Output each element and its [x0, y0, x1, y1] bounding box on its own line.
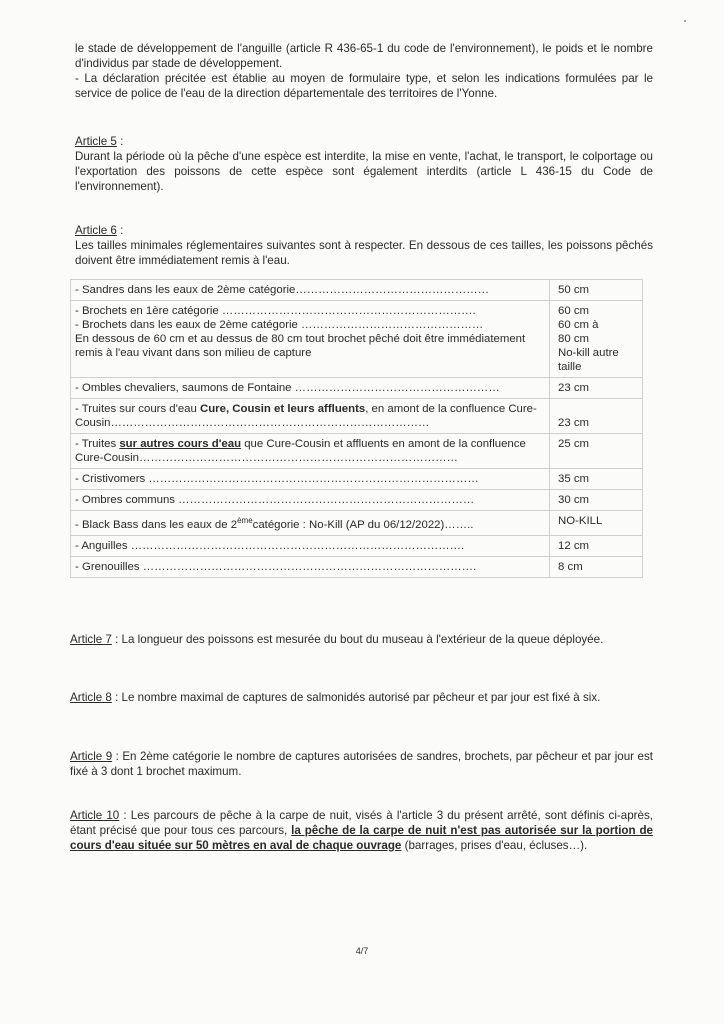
article-5-heading: Article 5 — [75, 135, 117, 148]
intro-line-2: - La déclaration précitée est établie au moyen de formulaire type, et selon les indications formulées par le service de police de l'eau de la direction départementale des territoires de l'Yonne. — [75, 72, 653, 100]
row-blackbass-desc — [71, 511, 550, 536]
article-10-end: (barrages, prises d'eau, écluses…). — [401, 839, 588, 852]
article-9 — [70, 749, 653, 779]
intro-text — [75, 41, 653, 101]
table-row — [71, 378, 643, 399]
article-9-text: : En 2ème catégorie le nombre de captures autorisées de sandres, brochets, par pêcheur et par jour est fixé à 3 dont 1 brochet maximum. — [70, 750, 653, 778]
article-7-text: : La longueur des poissons est mesurée du bout du museau à l'extérieur de la queue déployée. — [111, 633, 604, 646]
truites-cure-pre: - Truites sur cours d'eau — [75, 403, 200, 415]
row-sandres-desc: - Sandres dans les eaux de 2ème catégorie…………………………………………… — [71, 280, 550, 301]
article-5 — [75, 134, 653, 194]
truites-cure-post: , en amont de la confluence Cure-Cousin………………………………………………………………………… — [75, 403, 537, 429]
article-6-heading: Article 6 — [75, 224, 117, 237]
article-5-colon: : — [116, 135, 124, 148]
article-8 — [70, 690, 653, 705]
article-9-heading: Article 9 — [70, 750, 113, 763]
blackbass-post: catégorie : No-Kill (AP du 06/12/2022)…….. — [252, 519, 474, 531]
row-cristivomers-size: 35 cm — [550, 469, 643, 490]
table-row — [71, 399, 643, 434]
truites-autres-pre: - Truites — [75, 438, 120, 450]
article-10-heading: Article 10 — [70, 809, 120, 822]
row-ombles-size: 23 cm — [550, 378, 643, 399]
brochets-line-1: - Brochets en 1ère catégorie …………………………………………………………. — [75, 305, 476, 317]
row-blackbass-size: NO-KILL — [550, 511, 643, 536]
brochets-size-4: No-kill autre taille — [558, 347, 619, 373]
row-grenouilles-size: 8 cm — [550, 557, 643, 578]
row-sandres-size: 50 cm — [550, 280, 643, 301]
truites-cure-size-value: 23 cm — [558, 417, 590, 429]
brochets-size-1: 60 cm — [558, 305, 590, 317]
brochets-size-3: 80 cm — [558, 333, 590, 345]
article-10-bold-text: la pêche de la carpe de nuit n'est pas autorisée sur la portion de cours d'eau située sur 50 mètres en aval de chaque ouvrage — [70, 824, 654, 852]
truites-autres-bold: sur autres cours d'eau — [119, 438, 242, 450]
page-number: 4/7 — [355, 946, 369, 956]
row-truites-cure-desc — [71, 399, 550, 434]
row-truites-autres-size: 25 cm — [550, 434, 643, 469]
row-truites-cure-size — [550, 399, 643, 434]
scan-speck — [684, 20, 686, 22]
row-brochets-size — [550, 301, 643, 378]
intro-line-1: le stade de développement de l'anguille (article R 436-65-1 du code de l'environnement), le poids et le nombre d'individus par stade de développement. — [75, 42, 653, 70]
table-row — [71, 511, 643, 536]
minimum-sizes-table — [70, 279, 643, 578]
article-10-text: : Les parcours de pêche à la carpe de nuit, visés à l'article 3 du présent arrêté, sont définis ci-après, étant précisé que pour tous ces parcours, — [70, 809, 653, 837]
article-10 — [70, 808, 653, 853]
article-7 — [70, 632, 653, 647]
truites-autres-post: que Cure-Cousin et affluents en amont de la confluence Cure-Cousin………………………………………………………………………… — [75, 438, 526, 464]
blackbass-sup: ème — [237, 516, 253, 526]
article-8-heading: Article 8 — [70, 691, 112, 704]
table-row — [71, 469, 643, 490]
brochets-size-2: 60 cm à — [558, 319, 599, 331]
row-ombles-desc: - Ombles chevaliers, saumons de Fontaine ……………………………………………… — [71, 378, 550, 399]
table-row — [71, 280, 643, 301]
row-anguilles-size: 12 cm — [550, 536, 643, 557]
row-brochets-desc — [71, 301, 550, 378]
table-row — [71, 434, 643, 469]
row-anguilles-desc: - Anguilles ……………………………………………………………………………. — [71, 536, 550, 557]
row-grenouilles-desc: - Grenouilles ……………………………………………………………………………. — [71, 557, 550, 578]
article-5-text: Durant la période où la pêche d'une espèce est interdite, la mise en vente, l'achat, le transport, le colportage ou l'exportation des poissons de cette espèce sont également interdits (article L 436-15 du Code de l'environnement). — [75, 150, 653, 193]
table-row — [71, 301, 643, 378]
blackbass-pre: - Black Bass dans les eaux de 2 — [75, 519, 238, 531]
brochets-line-3: En dessous de 60 cm et au dessus de 80 cm tout brochet pêché doit être immédiatement remis à l'eau vivant dans son milieu de capture — [75, 333, 526, 359]
article-6-colon: : — [116, 224, 124, 237]
article-8-text: : Le nombre maximal de captures de salmonidés autorisé par pêcheur et par jour est fixé à six. — [111, 691, 601, 704]
article-7-heading: Article 7 — [70, 633, 112, 646]
row-ombres-desc: - Ombres communs …………………………………………………………………… — [71, 490, 550, 511]
row-ombres-size: 30 cm — [550, 490, 643, 511]
article-6 — [75, 223, 653, 268]
truites-cure-bold: Cure, Cousin et leurs affluents — [200, 403, 366, 415]
table-row — [71, 490, 643, 511]
brochets-line-2: - Brochets dans les eaux de 2ème catégorie ………………………………………… — [75, 319, 484, 331]
row-cristivomers-desc: - Cristivomers …………………………………………………………………………… — [71, 469, 550, 490]
article-6-text: Les tailles minimales réglementaires suivantes sont à respecter. En dessous de ces tailles, les poissons pêchés doivent être immédiatement remis à l'eau. — [75, 239, 653, 267]
row-truites-autres-desc — [71, 434, 550, 469]
table-row — [71, 557, 643, 578]
table-row — [71, 536, 643, 557]
